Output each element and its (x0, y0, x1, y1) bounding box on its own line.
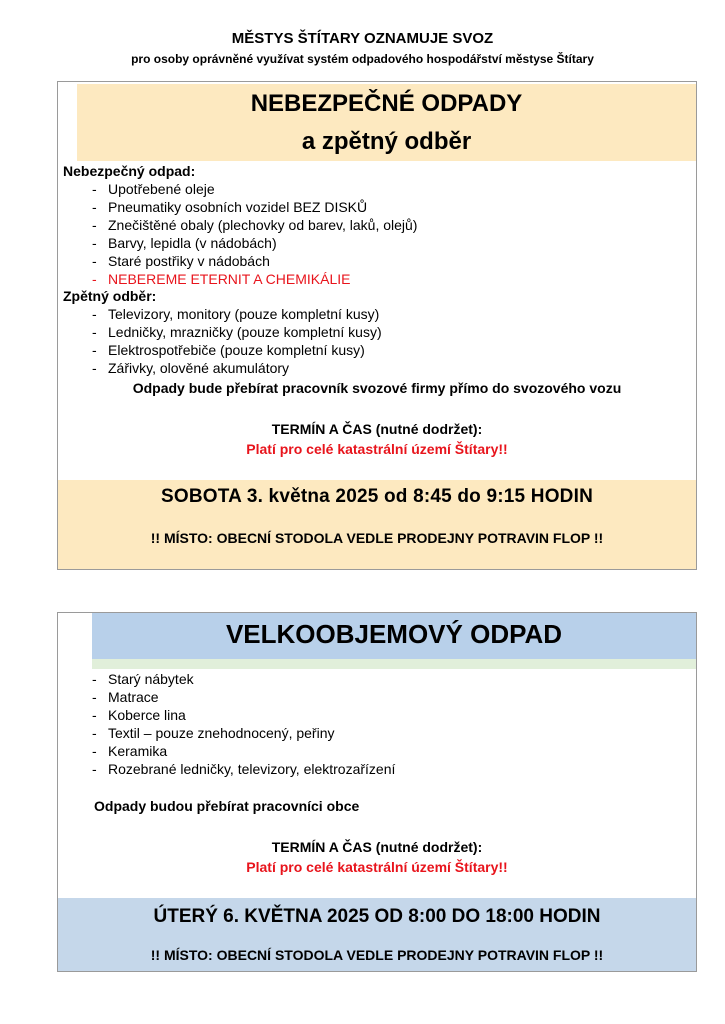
hazardous-date: SOBOTA 3. května 2025 od 8:45 do 9:15 HODIN (160, 486, 593, 507)
list-marker: - (92, 235, 97, 251)
list-item (92, 688, 395, 706)
bulky-heading-band (92, 613, 696, 659)
list-item (92, 234, 417, 252)
list-item (92, 706, 395, 724)
list-item-text: Televizory, monitory (pouze kompletní kusy) (108, 306, 380, 322)
return-list (92, 305, 382, 377)
hazardous-term-label: TERMÍN A ČAS (nutné dodržet): (271, 421, 483, 437)
list-item-text: Barvy, lepidla (v nádobách) (108, 235, 277, 251)
list-marker: - (92, 707, 97, 723)
list-item-text: NEBEREME ETERNIT A CHEMIKÁLIE (108, 271, 351, 287)
bulky-term-label: TERMÍN A ČAS (nutné dodržet): (271, 839, 483, 855)
list-item (92, 216, 417, 234)
list-marker: - (92, 743, 97, 759)
hazardous-heading: NEBEZPEČNÉ ODPADY (250, 90, 523, 117)
list-item-text: Elektrospotřebiče (pouze kompletní kusy) (108, 342, 365, 358)
list-item-text: Rozebrané ledničky, televizory, elektrozařízení (108, 761, 396, 777)
notice-title: MĚSTYS ŠTÍTARY OZNAMUJE SVOZ (231, 30, 494, 47)
list-marker: - (92, 181, 97, 197)
list-item (92, 724, 395, 742)
hazardous-subheading: a zpětný odběr (301, 128, 472, 155)
hazardous-collector-note: Odpady bude přebírat pracovník svozové firmy přímo do svozového vozu (132, 380, 622, 396)
list-item-text: Matrace (108, 689, 159, 705)
list-item (92, 198, 417, 216)
list-item-text: Starý nábytek (108, 671, 194, 687)
hazardous-heading-band (77, 84, 696, 161)
hazardous-waste-section (57, 81, 697, 570)
list-marker: - (92, 725, 97, 741)
list-marker: - (92, 271, 97, 287)
list-item (92, 323, 382, 341)
list-marker: - (92, 342, 97, 358)
list-item-text: Pneumatiky osobních vozidel BEZ DISKŮ (108, 199, 368, 215)
list-marker: - (92, 360, 97, 376)
list-marker: - (92, 306, 97, 322)
list-marker: - (92, 253, 97, 269)
return-label: Zpětný odběr: (63, 288, 157, 304)
bulky-collector-note: Odpady budou přebírat pracovníci obce (94, 798, 360, 814)
bulky-date: ÚTERÝ 6. KVĚTNA 2025 OD 8:00 DO 18:00 HODIN (153, 906, 601, 927)
list-item-warning (92, 270, 417, 288)
list-item-text: Koberce lina (108, 707, 186, 723)
list-item-text: Zářivky, olověné akumulátory (108, 360, 290, 376)
list-marker: - (92, 199, 97, 215)
bulky-territory-note: Platí pro celé katastrální území Štítary!! (246, 859, 508, 875)
hazardous-date-band (58, 480, 696, 569)
hazard-list (92, 180, 417, 288)
list-marker: - (92, 217, 97, 233)
bulky-date-band (58, 898, 696, 971)
list-item-text: Staré postřiky v nádobách (108, 253, 270, 269)
bulky-waste-section (57, 612, 697, 972)
list-item (92, 180, 417, 198)
list-marker: - (92, 324, 97, 340)
bulky-list (92, 670, 395, 778)
bulky-place: !! MÍSTO: OBECNÍ STODOLA VEDLE PRODEJNY POTRAVIN FLOP !! (150, 947, 604, 963)
list-item (92, 252, 417, 270)
list-item (92, 760, 395, 778)
hazardous-place: !! MÍSTO: OBECNÍ STODOLA VEDLE PRODEJNY POTRAVIN FLOP !! (150, 530, 604, 546)
list-item (92, 359, 382, 377)
list-item-text: Keramika (108, 743, 168, 759)
list-item-text: Upotřebené oleje (108, 181, 215, 197)
bulky-heading: VELKOOBJEMOVÝ ODPAD (225, 619, 563, 649)
hazardous-territory-note: Platí pro celé katastrální území Štítary!! (246, 441, 508, 457)
notice-subtitle: pro osoby oprávněné využívat systém odpadového hospodářství městyse Štítary (131, 52, 594, 66)
list-item (92, 670, 395, 688)
bulky-heading-strip (92, 659, 696, 669)
list-item-text: Textil – pouze znehodnocený, peřiny (108, 725, 335, 741)
list-item-text: Znečištěné obaly (plechovky od barev, laků, olejů) (108, 217, 418, 233)
list-item (92, 341, 382, 359)
list-marker: - (92, 689, 97, 705)
list-item-text: Ledničky, mrazničky (pouze kompletní kusy) (108, 324, 382, 340)
list-marker: - (92, 761, 97, 777)
list-item (92, 742, 395, 760)
hazard-label: Nebezpečný odpad: (63, 163, 196, 179)
list-item (92, 305, 382, 323)
list-marker: - (92, 671, 97, 687)
